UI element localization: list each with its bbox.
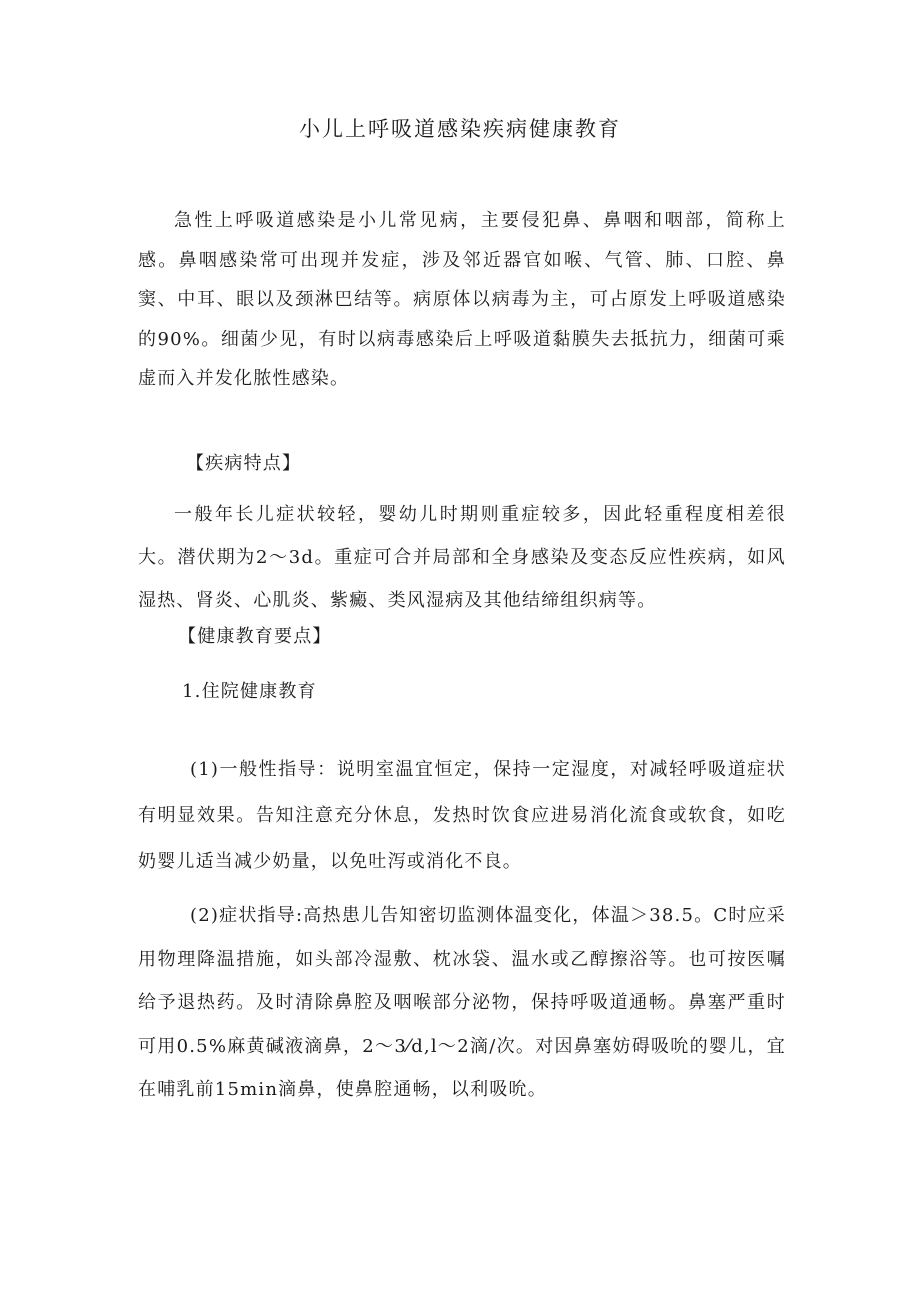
intro-paragraph: 急性上呼吸道感染是小儿常见病，主要侵犯鼻、鼻咽和咽部，简称上感。鼻咽感染常可出现并发症，涉及邻近器官如喉、气管、肺、口腔、鼻窦、中耳、眼以及颈淋巴结等。病原体以病毒为主，可占原发上呼吸道感染的90%。细菌少见，有时以病毒感染后上呼吸道黏膜失去抵抗力，细菌可乘虚而入并发化脓性感染。	[138, 210, 786, 389]
features-paragraph: 一般年长儿症状较轻，婴幼儿时期则重症较多，因此轻重程度相差很大。潜伏期为2～3d。重症可合并局部和全身感染及变态反应性疾病，如风湿热、肾炎、心肌炎、紫癜、类风湿病及其他结缔组织病等。	[138, 504, 786, 611]
general-guidance-paragraph: (1)一般性指导：说明室温宜恒定，保持一定湿度，对减轻呼吸道症状有明显效果。告知注意充分休息，发热时饮食应进易消化流食或软食，如吃奶婴儿适当减少奶量，以免吐泻或消化不良。	[138, 759, 786, 872]
education-heading: 【健康教育要点】	[178, 626, 332, 647]
symptom-guidance-paragraph: (2)症状指导:高热患儿告知密切监测体温变化，体温＞38.5。C时应采用物理降温措施，如头部冷湿敷、枕冰袋、温水或乙醇擦浴等。也可按医嘱给予退热药。及时清除鼻腔及咽喉部分泌物，保持呼吸道通畅。鼻塞严重时可用0.5%麻黄碱液滴鼻，2～3⁄d,l～2滴/次。对因鼻塞妨碍吸吮的婴儿，宜在哺乳前15min滴鼻，使鼻腔通畅，以利吸吮。	[138, 905, 786, 1100]
inpatient-education-heading: 1.住院健康教育	[182, 681, 317, 702]
features-heading: 【疾病特点】	[186, 453, 302, 474]
document-title: 小儿上呼吸道感染疾病健康教育	[299, 117, 621, 141]
